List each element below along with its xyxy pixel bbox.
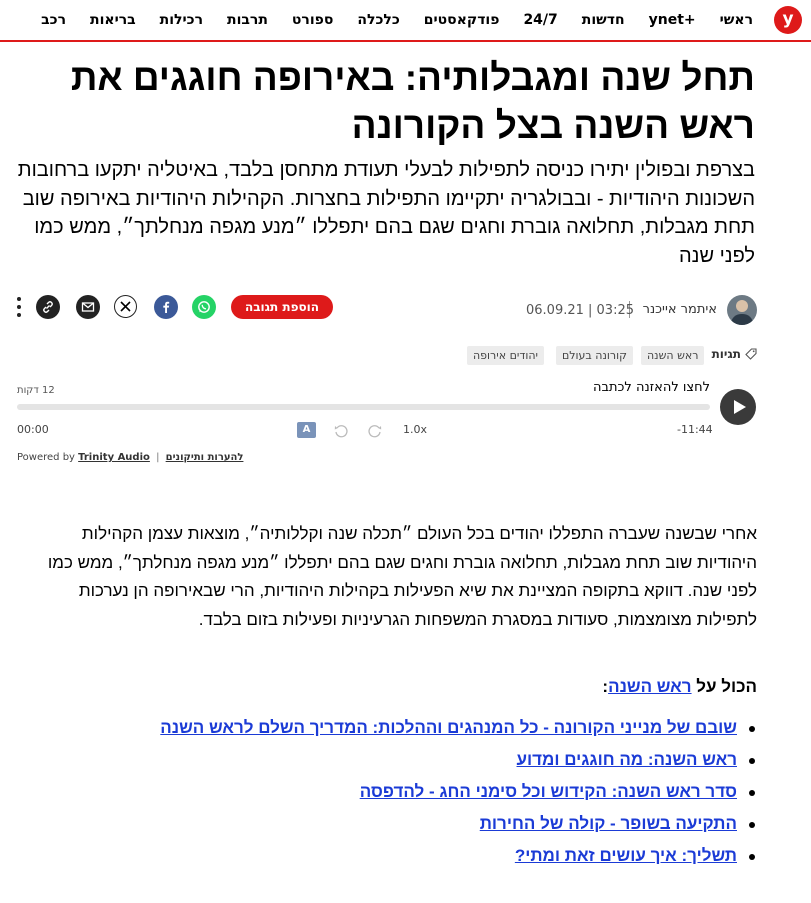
nav-item-culture[interactable]: תרבות	[227, 12, 268, 28]
article-subtitle: בצרפת ובפולין יתירו כניסה לתפילות לבעלי תעודת מתחסן בלבד, באיטליה יתקעו ברחובות השכונות היהודיות - ובבולגריה יתקיימו התפילות בחצרות. הקהילות היהודיות באירופה שוב תחת מגבלות, תחלואה גוברת וחגים שגם בהם יתפללו ״מנע מגפה מנחלתך״, ממש כמו לפני שנה	[17, 159, 755, 267]
x-share-button[interactable]	[114, 295, 137, 318]
nav-item-sport[interactable]: ספורט	[291, 12, 334, 28]
article-body-paragraph: אחרי שבשנה שעברה התפללו יהודים בכל העולם ״תכלה שנה וקללותיה״, מוצאות עצמן הקהילות היהודיות שוב תחת מגבלות, תחלואה גוברת וחגים שגם בהם יתפללו ״מנע מגפה מנחלתך״, ממש כמו לפני שנה. דווקא בתקופה המציינת את שיא הפעילות בקהילות היהודיות, הרי שבאירופה הן נערכות לתפילות מצומצמות, סעודות במסגרת המשפחות הגרעיניות ופעילות בזום בלבד.	[47, 524, 757, 629]
tags-label	[712, 347, 757, 361]
related-link[interactable]: התקיעה בשופר - קולה של החירות	[479, 814, 737, 833]
playback-speed-button[interactable]: 1.0x	[403, 423, 428, 436]
related-heading	[602, 677, 757, 697]
email-share-button[interactable]	[76, 295, 100, 319]
related-link[interactable]: תשליך: איך עושים זאת ומתי?	[514, 846, 737, 865]
whatsapp-share-button[interactable]	[192, 295, 216, 319]
whatsapp-icon	[197, 300, 211, 314]
nav-item-news[interactable]: חדשות	[581, 12, 625, 28]
audio-credits: Powered by Trinity Audio | להערות ותיקונים	[17, 452, 244, 463]
tag-icon	[745, 348, 757, 360]
facebook-share-button[interactable]	[154, 295, 178, 319]
add-response-button[interactable]: הוספת תגובה	[231, 295, 333, 319]
nav-item-24-7[interactable]: 24/7	[523, 12, 558, 28]
author-name[interactable]: איתמר אייכנר	[642, 302, 717, 317]
author-avatar[interactable]	[727, 295, 757, 325]
x-icon	[120, 301, 131, 312]
related-link[interactable]: סדר ראש השנה: הקידוש וכל סימני החג - להדפסה	[359, 782, 737, 801]
link-icon	[41, 300, 55, 314]
related-heading-suffix: :	[602, 677, 609, 696]
feedback-link[interactable]: להערות ותיקונים	[165, 452, 244, 463]
tag-rosh-hashana[interactable]: ראש השנה	[641, 346, 704, 365]
list-item	[57, 844, 757, 876]
nav-item-health[interactable]: בריאות	[90, 12, 136, 28]
ynet-logo[interactable]: y	[774, 6, 802, 34]
tag-corona-world[interactable]: קורונה בעולם	[556, 346, 633, 365]
forward-10-icon[interactable]	[367, 423, 383, 439]
nav-item-home[interactable]: ראשי	[719, 12, 753, 28]
audio-elapsed-time: 00:00	[17, 423, 49, 436]
nav-item-gossip[interactable]: רכילות	[159, 12, 203, 28]
audio-play-button[interactable]	[720, 389, 756, 425]
nav-menu	[29, 0, 765, 40]
list-item	[57, 812, 757, 844]
tags-label-text: תגיות	[711, 347, 741, 361]
nav-item-economy[interactable]: כלכלה	[357, 12, 400, 28]
audio-progress-bar[interactable]	[17, 404, 710, 410]
translate-icon[interactable]: A	[297, 422, 316, 438]
related-heading-link[interactable]: ראש השנה	[608, 677, 692, 696]
related-links-list	[57, 716, 757, 876]
facebook-icon	[159, 300, 173, 314]
nav-item-ynet-plus[interactable]: ynet+	[648, 12, 696, 28]
list-item	[57, 780, 757, 812]
related-link[interactable]: ראש השנה: מה חוגגים ומדוע	[516, 750, 737, 769]
copy-link-button[interactable]	[36, 295, 60, 319]
audio-cta-label: לחצו להאזנה לכתבה	[593, 380, 710, 395]
trinity-audio-link[interactable]: Trinity Audio	[78, 452, 150, 463]
list-item	[57, 716, 757, 748]
list-item	[57, 748, 757, 780]
nav-item-podcasts[interactable]: פודקאסטים	[423, 12, 500, 28]
tag-europe-jews[interactable]: יהודים אירופה	[467, 346, 544, 365]
article-headline: תחל שנה ומגבלותיה: באירופה חוגגים את ראש השנה בצל הקורונה	[70, 57, 755, 146]
audio-remaining-time: -11:44	[677, 423, 713, 436]
more-options-icon[interactable]	[14, 295, 24, 319]
rewind-10-icon[interactable]	[333, 423, 349, 439]
powered-by-text: Powered by	[17, 452, 75, 463]
publish-date: 06.09.21 | 03:25	[526, 303, 634, 318]
nav-item-car[interactable]: רכב	[41, 12, 67, 28]
audio-duration: 12 דקות	[17, 385, 55, 396]
related-heading-prefix: הכול על	[696, 677, 757, 696]
email-icon	[81, 301, 95, 313]
related-link[interactable]: שובם של מנייני הקורונה - כל המנהגים וההלכות: המדריך השלם לראש השנה	[160, 718, 737, 737]
top-navigation	[0, 0, 811, 42]
